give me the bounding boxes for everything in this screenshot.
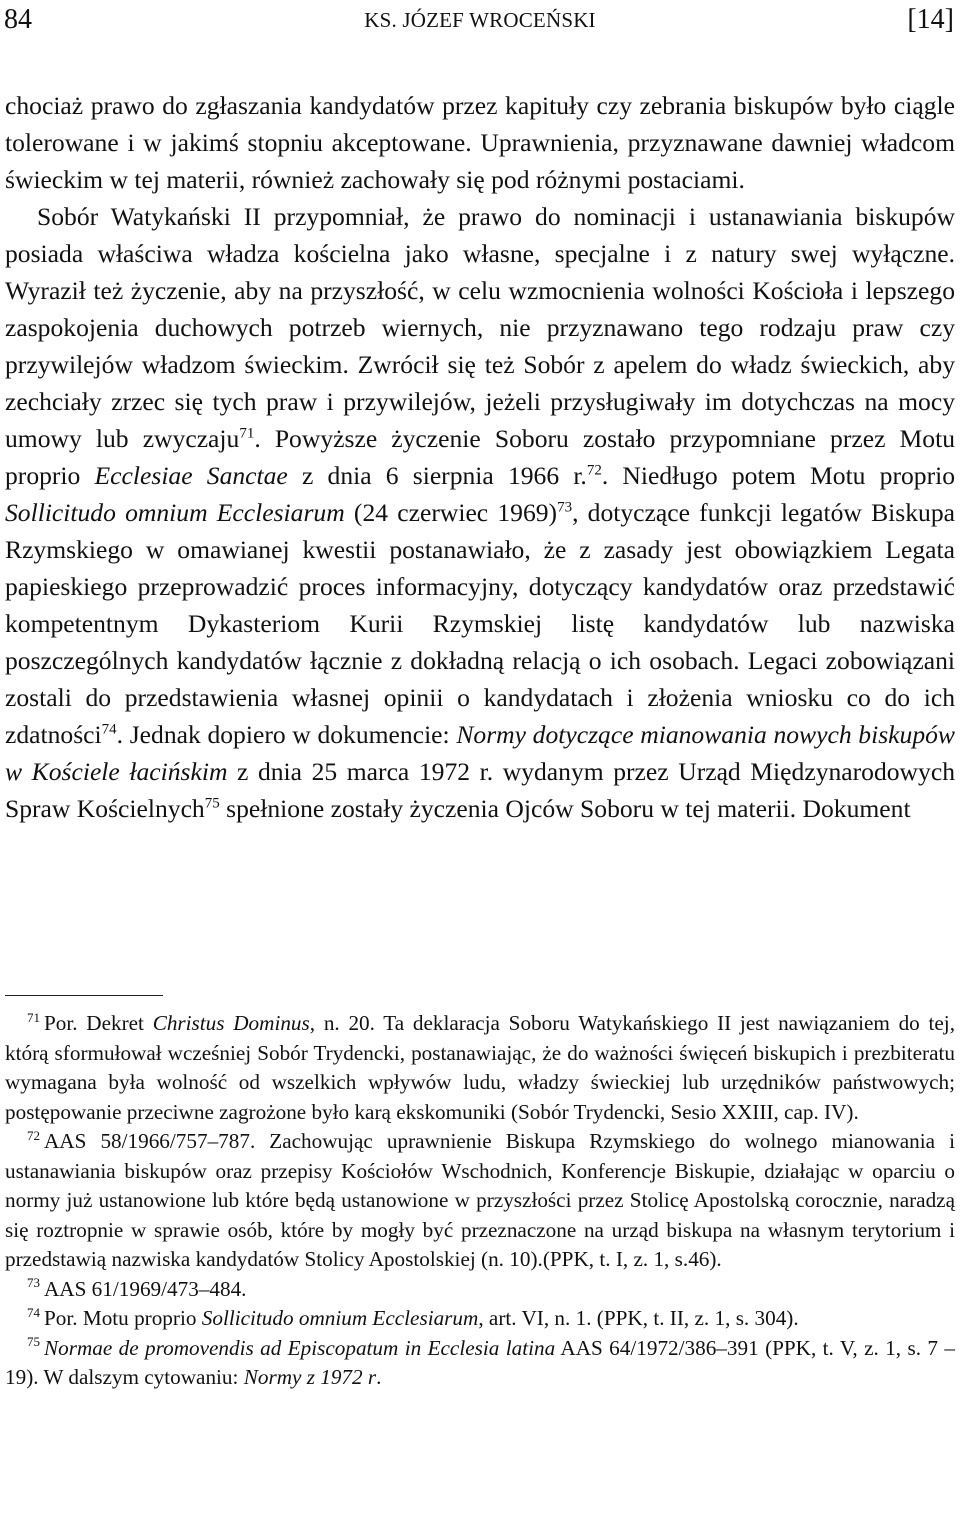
footnote-title: Christus Dominus (152, 1011, 310, 1035)
footnote-ref-73[interactable]: 73 (557, 499, 573, 516)
footnote-ref-75[interactable]: 75 (204, 795, 220, 812)
footnote-ref-72[interactable]: 72 (586, 462, 602, 479)
footnote-text: AAS 64/1972/386–391 (PPK, t. V, z. 1, s. 7 –19). W dalszym cytowaniu: (5, 1335, 955, 1389)
footnote-text: , art. VI, n. 1. (PPK, t. II, z. 1, s. 304). (478, 1306, 799, 1330)
footnote-74 (5, 1304, 955, 1334)
text-run: z dnia 25 marca 1972 r. wydanym przez Urząd Międzynarodowych Spraw Kościelnych (5, 757, 955, 823)
text-run: z dnia 6 sierpnia 1966 r. (287, 461, 587, 490)
footnote-71 (5, 1009, 955, 1127)
main-text (5, 87, 955, 827)
paragraph-2 (5, 198, 955, 827)
document-title-sollicitudo: Sollicitudo omnium Ecclesiarum (5, 498, 345, 527)
footnote-separator (5, 995, 163, 996)
section-number: [14] (907, 4, 954, 35)
footnote-number: 75 (27, 1334, 40, 1350)
footnote-number: 73 (27, 1275, 40, 1291)
footnote-text: Por. Motu proprio (44, 1306, 202, 1330)
paragraph-1: chociaż prawo do zgłaszania kandydatów przez kapituły czy zebrania biskupów było ciągle tolerowane i w jakimś stopniu akceptowane. Uprawnienia, przyznawane dawniej władcom świeckim w tej materii, również zachowały się pod różnymi postaciami. (5, 91, 955, 194)
footnote-title: Sollicitudo omnium Ecclesiarum (201, 1306, 479, 1330)
running-header (0, 0, 960, 46)
footnote-ref-74[interactable]: 74 (101, 721, 117, 738)
running-title: KS. JÓZEF WROCEŃSKI (364, 8, 596, 32)
footnote-text: Por. Dekret (44, 1011, 153, 1035)
footnote-number: 74 (27, 1304, 40, 1320)
footnote-text: AAS 61/1969/473–484. (44, 1276, 247, 1301)
document-title-normy: Normy dotyczące mianowania nowych biskupów w Kościele łacińskim (5, 720, 955, 786)
footnote-title: Normy z 1972 r (243, 1365, 377, 1389)
footnote-text: AAS 58/1966/757–787. Zachowując uprawnienie Biskupa Rzymskiego do wolnego mianowania i ustanawiania biskupów oraz przepisy Kościołów Wschodnich, Konferencje Biskupie, działając w oparciu o normy już ustanowione lub które będą ustanowione w przyszłości przez Stolicę Apostolską corocznie, naradzą się roztropnie w sprawie osób, które by mogły być przeznaczone na urząd biskupa na własnym terytorium i przedstawią nazwiska kandydatów Stolicy Apostolskiej (n. 10).(PPK, t. I, z. 1, s.46). (5, 1129, 955, 1271)
footnote-text: . (376, 1365, 382, 1389)
footnote-ref-71[interactable]: 71 (239, 425, 255, 442)
footnote-72 (5, 1127, 955, 1275)
page-number: 84 (4, 4, 32, 35)
text-run: Sobór Watykański II przypomniał, że prawo do nominacji i ustanawiania biskupów posiada właściwa władza kościelna jako własne, specjalne i z natury swej wyłączne. Wyraził też życzenie, aby na przyszłość, w celu wzmocnienia wolności Kościoła i lepszego zaspokojenia duchowych potrzeb wiernych, nie przyznawano tego rodzaju praw czy przywilejów władzom świeckim. Zwrócił się też Sobór z apelem do władz świeckich, aby zechciały zrzec się tych praw i przywilejów, jeżeli przysługiwały im dotychczas na mocy umowy lub zwyczaju (5, 202, 955, 453)
footnote-73 (5, 1275, 955, 1305)
footnote-75 (5, 1334, 955, 1393)
text-run: . Jednak dopiero w dokumencie: (116, 720, 457, 749)
text-run: (24 czerwiec 1969) (344, 498, 558, 527)
document-title-ecclesiae-sanctae: Ecclesiae Sanctae (94, 461, 288, 490)
footnote-number: 71 (27, 1009, 40, 1025)
footnote-number: 72 (27, 1127, 40, 1143)
footnote-title: Normae de promovendis ad Episcopatum in Ecclesia latina (44, 1335, 556, 1360)
text-run: spełnione zostały życzenia Ojców Soboru w tej materii. Dokument (219, 794, 911, 823)
footnotes (5, 1009, 955, 1393)
text-run: , dotyczące funkcji legatów Biskupa Rzymskiego w omawianej kwestii postanawiało, że z zasady jest obowiązkiem Legata papieskiego przeprowadzić proces informacyjny, dotyczący kandydatów oraz przedstawić kompetentnym Dykasteriom Kurii Rzymskiej listę kandydatów lub nazwiska poszczególnych kandydatów łącznie z dokładną relacją o ich osobach. Legaci zobowiązani zostali do przedstawienia własnej opinii o kandydatach i złożenia wniosku co do ich zdatności (5, 498, 955, 749)
footnote-text: , n. 20. Ta deklaracja Soboru Watykańskiego II jest nawiązaniem do tej, którą sformułował wcześniej Sobór Trydencki, postanawiając, że do ważności święceń biskupich i prezbiteratu wymagana była wolność od wszelkich wpływów ludu, władzy świeckiej lub urzędników państwowych; postępowanie przeciwne zagrożone było karą ekskomuniki (Sobór Trydencki, Sesio XXIII, cap. IV). (5, 1011, 955, 1124)
text-run: . Niedługo potem Motu proprio (601, 461, 956, 490)
text-run: . Powyższe życzenie Soboru zostało przypomniane przez Motu proprio (5, 424, 955, 490)
